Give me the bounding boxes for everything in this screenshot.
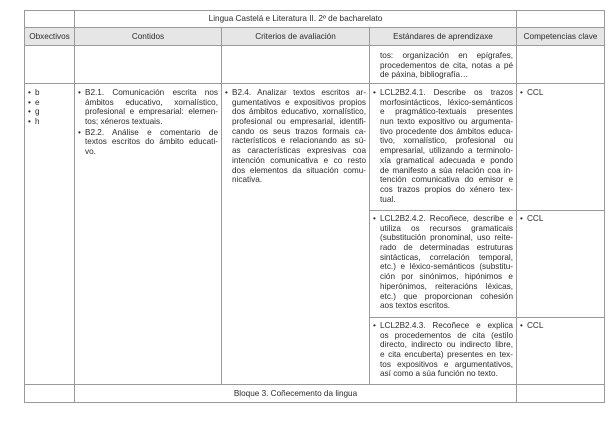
text-line: LCL2B2.4.2. Recoñece, describe e [380,214,513,223]
bullet-icon: • [28,88,31,97]
continued-standard-cell [369,45,517,84]
text-line: cos trazos propios do xénero tex- [380,184,513,194]
standard-cell-1 [369,83,517,211]
objective-code: g [35,107,40,117]
text-line: tual. [380,194,396,204]
bullet-icon: • [373,321,376,330]
text-line: etc.) e léxico-semánticos (substitu- [380,262,513,272]
competencia-code: CCL [527,321,544,330]
text-line: empresarial, utilizando a terminolo- [380,146,513,156]
text-line: racterísticos e relacionando as sú- [232,136,366,146]
text-line: tos; xéneros textuais. [85,117,163,127]
column-header-obxectivos [24,27,75,46]
text-line: xía gramatical adecuada e pondo [380,155,513,165]
objective-item [28,98,71,108]
content-item [78,128,218,157]
bullet-icon: • [520,88,523,97]
objective-code: e [35,97,40,107]
text-line: B2.4. Analizar textos escritos ar- [232,88,366,97]
obxectivos-cell [24,83,75,385]
competencia-code: CCL [527,214,544,223]
standard-cell-2 [369,210,517,318]
text-line: e pragmático-textuais presentes [380,107,513,117]
text-line: as características expresivas coa [232,146,366,156]
text-line: morfosintácticos, léxico-semánticos [380,97,513,107]
next-block-title: Bloque 3. Coñecemento da lingua [233,388,358,398]
text-line: (substitución pronominal, uso reite- [380,233,513,243]
column-header-label: Estándares de aprendizaxe [393,31,493,41]
criterion-item [225,88,366,185]
text-line: vo. [85,147,96,157]
content-item [78,88,218,127]
text-line: intención comunicativa e co resto [232,155,366,165]
continued-standard-text [373,51,513,80]
text-line: ción por sinónimos, hipónimos e [380,272,513,282]
subject-title: Lingua Castelá e Literatura II. 2º de bacharelato [208,14,383,24]
text-line: os procedementos de cita (estilo [380,330,513,340]
text-line: tención comunicativa do emisor e [380,175,513,185]
text-line: profesional e empresarial: elemen- [85,107,218,117]
text-line: LCL2B2.4.1. Describe os trazos [380,88,513,97]
text-line: hiperónimos, reiteracións léxicas, [380,281,513,291]
competencia-cell-2 [516,210,605,318]
text-line: cando os seus trazos formais ca- [232,126,366,136]
title-row-empty-cell-left [24,10,75,28]
text-line: e cita encuberta) presentes en tex- [380,350,513,360]
standard-item [373,88,513,204]
objective-code: h [35,117,40,127]
bullet-icon: • [78,88,81,97]
text-line: LCL2B2.4.3. Recoñece e explica [380,321,513,330]
standard-item [373,321,513,379]
competencia-item [520,321,601,331]
column-header-competencias [516,27,605,46]
column-header-label: Obxectivos [29,31,70,41]
text-line: B2.2. Análise e comentario de [85,127,218,137]
column-header-estandares [369,27,517,46]
continued-row-contidos-cell [74,45,222,84]
competencia-item [520,88,601,98]
text-line: etc.) que proporcionan cohesión [380,291,513,301]
competencia-cell-1 [516,83,605,211]
bullet-icon: • [373,88,376,97]
bullet-icon: • [373,214,376,223]
competencia-item [520,214,601,224]
text-line: tos expositivos e argumentativos, [380,359,513,369]
text-line: nicativa. [232,175,263,185]
footer-row-empty-cell-left [24,384,75,403]
title-row-empty-cell-right [516,10,605,28]
text-line: B2.1. Comunicación escrita nos [85,88,218,97]
text-line: de páxina, bibliografía… [380,70,469,80]
objective-item [28,88,71,98]
contidos-cell [74,83,222,385]
text-line: ámbitos educativo, xornalístico, [85,97,218,107]
text-line: dos ámbitos educativo, xornalístico, [232,107,366,117]
bullet-icon: • [520,321,523,330]
text-line: sintácticas, correlación temporal, [380,252,513,262]
text-line: procedementos de cita, notas a pé [380,60,513,70]
text-line: directo, indirecto ou indirecto libre, [380,340,513,350]
text-line: gumentativos e expositivos propios [232,97,366,107]
next-block-cell [74,384,517,403]
text-line: tivo procedente dos ámbitos educa- [380,126,513,136]
continued-row-criterios-cell [221,45,370,84]
objective-code: b [35,88,40,97]
bullet-icon: • [28,107,31,117]
text-line: rado de determinadas estruturas [380,243,513,253]
column-header-label: Competencias clave [523,31,598,41]
text-line: tos: organización en epígrafes, [380,51,513,60]
bullet-icon: • [28,97,31,107]
continued-row-competencias-cell [516,45,605,84]
competencia-code: CCL [527,88,544,97]
footer-row-empty-cell-right [516,384,605,403]
text-line: nun texto expositivo ou argumenta- [380,117,513,127]
text-line: textos escritos do ámbito educati- [85,137,218,147]
column-header-label: Criterios de avaliación [255,31,336,41]
standard-item [373,214,513,311]
objective-item [28,107,71,117]
continued-row-obxectivos-cell [24,45,75,84]
competencia-cell-3 [516,317,605,385]
bullet-icon: • [520,214,523,223]
standard-cell-3 [369,317,517,385]
text-line: tivo, xornalístico, profesional ou [380,136,513,146]
bullet-icon: • [28,117,31,127]
text-line: aos textos escritos. [380,301,451,311]
bullet-icon: • [78,127,81,137]
text-line: profesional ou empresarial, identifi- [232,117,366,127]
column-header-criterios [221,27,370,46]
column-header-label: Contidos [131,31,165,41]
subject-title-cell [74,10,517,28]
objective-item [28,117,71,127]
column-header-contidos [74,27,222,46]
criterios-cell [221,83,370,385]
text-line: utiliza os recursos gramaticais [380,223,513,233]
text-line: de manifesto a súa relación coa in- [380,165,513,175]
text-line: dos elementos da situación comu- [232,165,366,175]
text-line: así como a súa función no texto. [380,369,498,379]
bullet-icon: • [225,88,228,97]
